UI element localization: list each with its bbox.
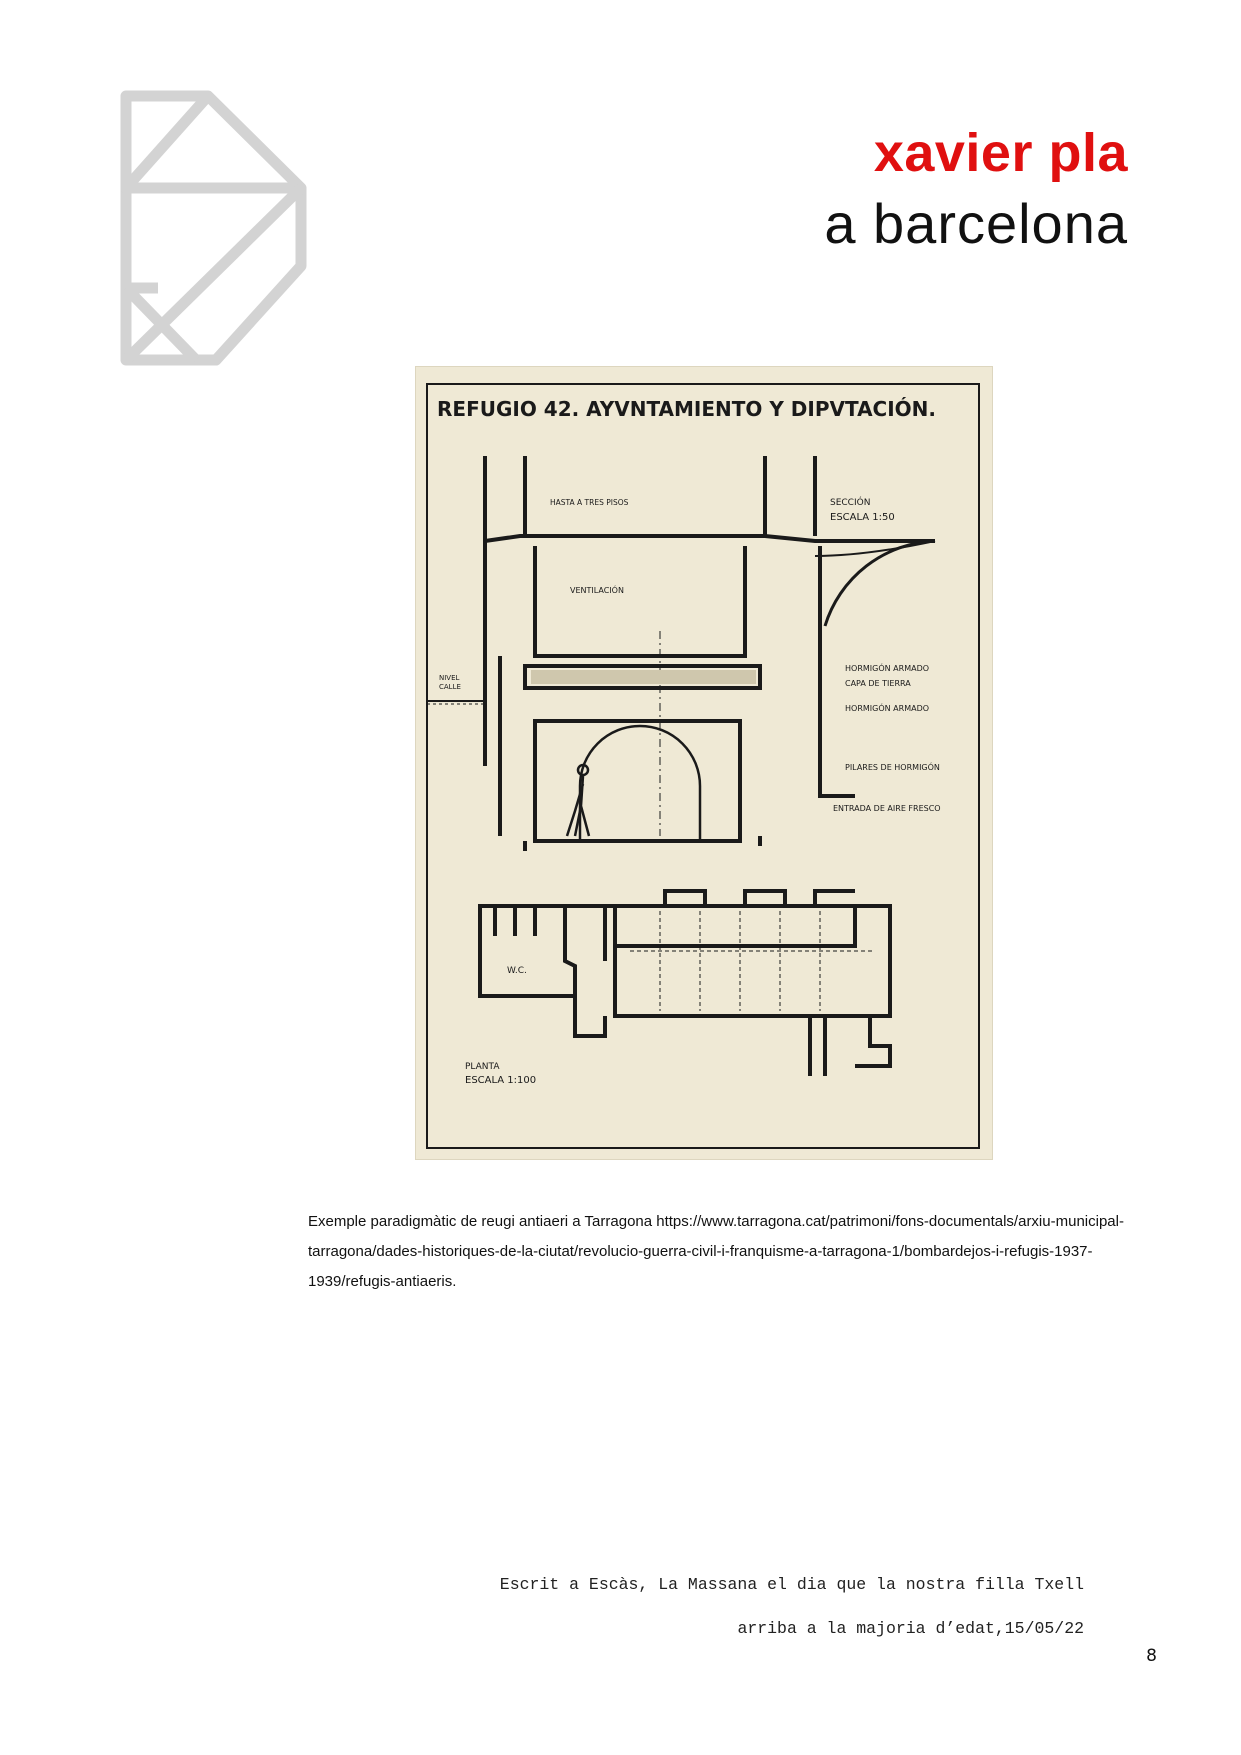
image-caption: Exemple paradigmàtic de reugi antiaeri a Tarragona https://www.tarragona.cat/patrimoni/fons-documentals/arxiu-municipal-tarragona/dades-historiques-de-la-ciutat/revolucio-guerra-civil-i-franquisme-a-tarragona-1/bombardejos-i-refugis-1937-1939/refugis-antiaeris. [308,1213,1124,1290]
shelter-plan-image [415,366,993,1160]
closing-line-2: arriba a la majoria d’edat,15/05/22 [737,1619,1084,1638]
author-name: xavier pla [873,123,1128,183]
label-hasta: HASTA A TRES PISOS [550,498,629,507]
plan-title: REFUGIO 42. AYVNTAMIENTO Y DIPVTACIÓN. [437,397,937,421]
label-escala-seccion: ESCALA 1:50 [830,512,895,523]
label-hormigon-2: HORMIGÓN ARMADO [845,704,930,713]
label-calle: CALLE [439,683,461,691]
document-title: a barcelona [824,192,1128,255]
label-capa-tierra: CAPA DE TIERRA [845,679,911,688]
label-nivel: NIVEL [439,674,460,682]
label-ventilacion: VENTILACIÓN [570,586,624,595]
label-hormigon-1: HORMIGÓN ARMADO [845,664,930,673]
label-entrada-aire: ENTRADA DE AIRE FRESCO [833,804,941,813]
page-number: 8 [1146,1646,1157,1666]
publisher-logo-icon [118,88,318,368]
label-wc: W.C. [507,966,527,976]
closing-line-1: Escrit a Escàs, La Massana el dia que la nostra filla Txell [499,1575,1084,1594]
label-planta: PLANTA [465,1062,500,1072]
label-escala-planta: ESCALA 1:100 [465,1075,537,1086]
label-seccion: SECCIÓN [830,498,871,508]
label-pilares: PILARES DE HORMIGÓN [845,763,940,772]
